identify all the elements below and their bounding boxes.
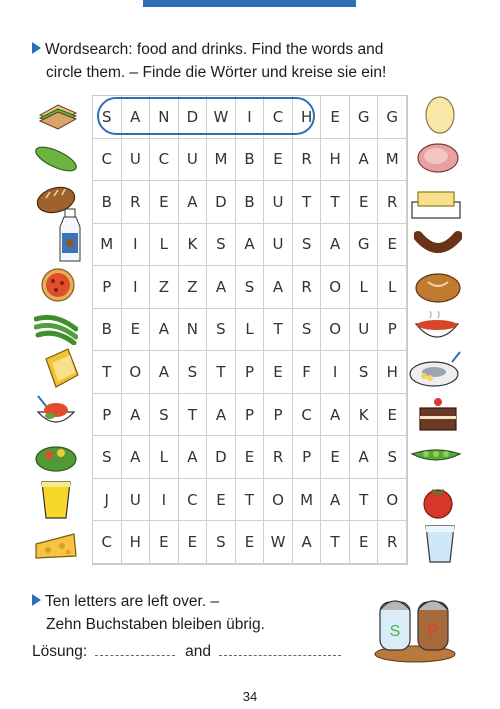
grid-cell[interactable]: R: [378, 181, 407, 224]
peas-icon: [408, 440, 464, 476]
grid-cell[interactable]: S: [93, 96, 122, 139]
grid-cell[interactable]: E: [350, 521, 379, 564]
answer-line: [32, 642, 341, 661]
grid-cell[interactable]: A: [350, 436, 379, 479]
grid-cell[interactable]: U: [122, 479, 151, 522]
pasta-bowl-icon: [34, 390, 78, 432]
juice-glass-icon: [34, 478, 78, 520]
pepper-letter: P: [427, 623, 439, 640]
grid-cell[interactable]: A: [350, 139, 379, 182]
grid-cell[interactable]: S: [236, 266, 265, 309]
cake-icon: [414, 392, 462, 434]
grid-cell[interactable]: D: [207, 436, 236, 479]
grid-cell[interactable]: T: [207, 351, 236, 394]
salt-letter: S: [389, 623, 401, 640]
grid-cell[interactable]: R: [293, 139, 322, 182]
leftover-line1: Ten letters are left over. –: [45, 593, 220, 610]
grid-cell[interactable]: A: [122, 394, 151, 437]
grid-cell[interactable]: J: [93, 479, 122, 522]
grid-cell[interactable]: H: [321, 139, 350, 182]
grid-cell[interactable]: E: [236, 521, 265, 564]
grid-cell[interactable]: C: [293, 394, 322, 437]
grid-cell[interactable]: T: [93, 351, 122, 394]
grid-cell[interactable]: L: [150, 436, 179, 479]
grid-cell[interactable]: W: [264, 521, 293, 564]
grid-cell[interactable]: A: [264, 266, 293, 309]
grid-cell[interactable]: S: [179, 351, 208, 394]
grid-cell[interactable]: P: [264, 394, 293, 437]
grid-cell[interactable]: T: [264, 309, 293, 352]
instructions-line1: Wordsearch: food and drinks. Find the words and: [45, 41, 384, 58]
grid-cell[interactable]: M: [293, 479, 322, 522]
grid-cell[interactable]: K: [350, 394, 379, 437]
grid-cell[interactable]: A: [321, 479, 350, 522]
grid-cell[interactable]: T: [321, 181, 350, 224]
soup-bowl-icon: [412, 310, 462, 346]
grid-cell[interactable]: U: [350, 309, 379, 352]
milk-bottle-icon: [56, 207, 84, 263]
grid-cell[interactable]: E: [321, 96, 350, 139]
sandwich-icon: [36, 97, 80, 133]
grid-cell[interactable]: T: [350, 479, 379, 522]
grid-cell[interactable]: O: [264, 479, 293, 522]
grid-cell[interactable]: L: [350, 266, 379, 309]
grid-cell[interactable]: S: [350, 351, 379, 394]
grid-cell[interactable]: M: [93, 224, 122, 267]
grid-cell[interactable]: L: [378, 266, 407, 309]
grid-cell[interactable]: R: [293, 266, 322, 309]
grid-cell[interactable]: P: [93, 266, 122, 309]
answer-and: and: [185, 643, 212, 660]
grid-cell[interactable]: S: [207, 224, 236, 267]
grid-cell[interactable]: B: [236, 139, 265, 182]
grid-cell[interactable]: E: [122, 309, 151, 352]
grid-cell[interactable]: R: [378, 521, 407, 564]
grid-cell[interactable]: E: [264, 351, 293, 394]
grid-cell[interactable]: L: [150, 224, 179, 267]
fish-plate-icon: [408, 348, 464, 390]
grid-cell[interactable]: S: [150, 394, 179, 437]
butter-icon: [410, 186, 462, 222]
grid-cell[interactable]: E: [207, 479, 236, 522]
grid-cell[interactable]: I: [321, 351, 350, 394]
grid-cell[interactable]: I: [150, 479, 179, 522]
grid-cell[interactable]: S: [207, 309, 236, 352]
grid-cell[interactable]: E: [378, 224, 407, 267]
grid-cell[interactable]: S: [207, 521, 236, 564]
grid-cell[interactable]: Z: [179, 266, 208, 309]
tomato-icon: [416, 482, 460, 520]
grid-cell[interactable]: O: [321, 309, 350, 352]
grid-cell[interactable]: A: [150, 351, 179, 394]
instructions-line2: circle them. – Finde die Wörter und kreise sie ein!: [46, 64, 387, 81]
salt-pepper-shakers-icon: [372, 588, 458, 668]
grid-cell[interactable]: G: [350, 96, 379, 139]
grid-cell[interactable]: C: [93, 521, 122, 564]
grid-cell[interactable]: A: [150, 309, 179, 352]
grid-cell[interactable]: C: [93, 139, 122, 182]
cucumber-icon: [34, 141, 78, 177]
grid-cell[interactable]: B: [93, 181, 122, 224]
grid-cell[interactable]: C: [150, 139, 179, 182]
answer-blank-2[interactable]: [219, 642, 341, 656]
grid-cell[interactable]: S: [293, 224, 322, 267]
grid-cell[interactable]: T: [293, 181, 322, 224]
grid-cell[interactable]: B: [93, 309, 122, 352]
grid-cell[interactable]: R: [264, 436, 293, 479]
grid-cell[interactable]: C: [264, 96, 293, 139]
grid-cell[interactable]: E: [150, 181, 179, 224]
grid-cell[interactable]: S: [378, 436, 407, 479]
answer-label: Lösung:: [32, 643, 88, 660]
grid-cell[interactable]: O: [378, 479, 407, 522]
grid-cell[interactable]: T: [321, 521, 350, 564]
grid-cell[interactable]: U: [122, 139, 151, 182]
grid-cell[interactable]: S: [93, 436, 122, 479]
answer-blank-1[interactable]: [95, 642, 175, 656]
grid-cell[interactable]: M: [207, 139, 236, 182]
bullet-triangle-icon: [32, 42, 41, 54]
grid-cell[interactable]: A: [321, 394, 350, 437]
grid-cell[interactable]: A: [122, 436, 151, 479]
grid-cell[interactable]: E: [350, 181, 379, 224]
pizza-icon: [36, 267, 80, 303]
salad-icon: [34, 437, 78, 473]
grid-cell[interactable]: K: [179, 224, 208, 267]
grid-cell[interactable]: B: [236, 181, 265, 224]
grid-cell[interactable]: U: [179, 139, 208, 182]
grid-cell[interactable]: I: [122, 266, 151, 309]
cheese-icon: [34, 528, 78, 564]
grid-cell[interactable]: N: [179, 309, 208, 352]
grid-cell[interactable]: O: [321, 266, 350, 309]
grid-cell[interactable]: H: [122, 521, 151, 564]
grid-cell[interactable]: S: [293, 309, 322, 352]
header-bar: [143, 0, 356, 7]
grid-cell[interactable]: D: [207, 181, 236, 224]
grid-cell[interactable]: A: [179, 181, 208, 224]
grid-cell[interactable]: H: [378, 351, 407, 394]
grid-cell[interactable]: F: [293, 351, 322, 394]
page-number: 34: [242, 689, 258, 704]
grid-cell[interactable]: T: [179, 394, 208, 437]
grid-cell[interactable]: A: [293, 521, 322, 564]
beans-icon: [34, 309, 78, 345]
grid-cell[interactable]: E: [378, 394, 407, 437]
egg-icon: [418, 92, 462, 136]
instructions: [32, 38, 472, 84]
grid-cell[interactable]: A: [207, 394, 236, 437]
grid-cell[interactable]: O: [122, 351, 151, 394]
grid-cell[interactable]: I: [236, 96, 265, 139]
grid-cell[interactable]: G: [350, 224, 379, 267]
grid-cell[interactable]: A: [236, 224, 265, 267]
sandwich-circle-marker: [97, 97, 315, 135]
grid-cell[interactable]: G: [378, 96, 407, 139]
grid-cell[interactable]: M: [378, 139, 407, 182]
water-glass-icon: [418, 522, 462, 564]
grid-cell[interactable]: P: [236, 351, 265, 394]
grid-cell[interactable]: D: [179, 96, 208, 139]
grid-cell[interactable]: P: [293, 436, 322, 479]
grid-cell[interactable]: A: [122, 96, 151, 139]
grid-cell[interactable]: W: [207, 96, 236, 139]
grid-cell[interactable]: L: [236, 309, 265, 352]
grid-cell[interactable]: P: [93, 394, 122, 437]
bread-roll-icon: [414, 268, 462, 304]
grid-cell[interactable]: E: [321, 436, 350, 479]
grid-cell[interactable]: E: [236, 436, 265, 479]
toast-icon: [38, 345, 82, 393]
leftover-instructions: [32, 590, 265, 636]
grid-cell[interactable]: E: [179, 521, 208, 564]
grid-cell[interactable]: U: [264, 224, 293, 267]
grid-cell[interactable]: T: [236, 479, 265, 522]
ham-icon: [416, 140, 460, 176]
grid-cell[interactable]: R: [122, 181, 151, 224]
grid-cell[interactable]: I: [122, 224, 151, 267]
leftover-line2: Zehn Buchstaben bleiben übrig.: [46, 616, 265, 633]
grid-cell[interactable]: A: [321, 224, 350, 267]
bullet-triangle-icon: [32, 594, 41, 606]
wordsearch-grid: [92, 95, 408, 565]
grid-cell[interactable]: P: [378, 309, 407, 352]
grid-cell[interactable]: A: [179, 436, 208, 479]
grid-cell[interactable]: E: [150, 521, 179, 564]
grid-cell[interactable]: P: [236, 394, 265, 437]
grid-cell[interactable]: U: [264, 181, 293, 224]
grid-cell[interactable]: C: [179, 479, 208, 522]
grid-cell[interactable]: H: [293, 96, 322, 139]
grid-cell[interactable]: A: [207, 266, 236, 309]
grid-cell[interactable]: N: [150, 96, 179, 139]
grid-cell[interactable]: Z: [150, 266, 179, 309]
grid-cell[interactable]: E: [264, 139, 293, 182]
sausage-icon: [414, 226, 462, 262]
